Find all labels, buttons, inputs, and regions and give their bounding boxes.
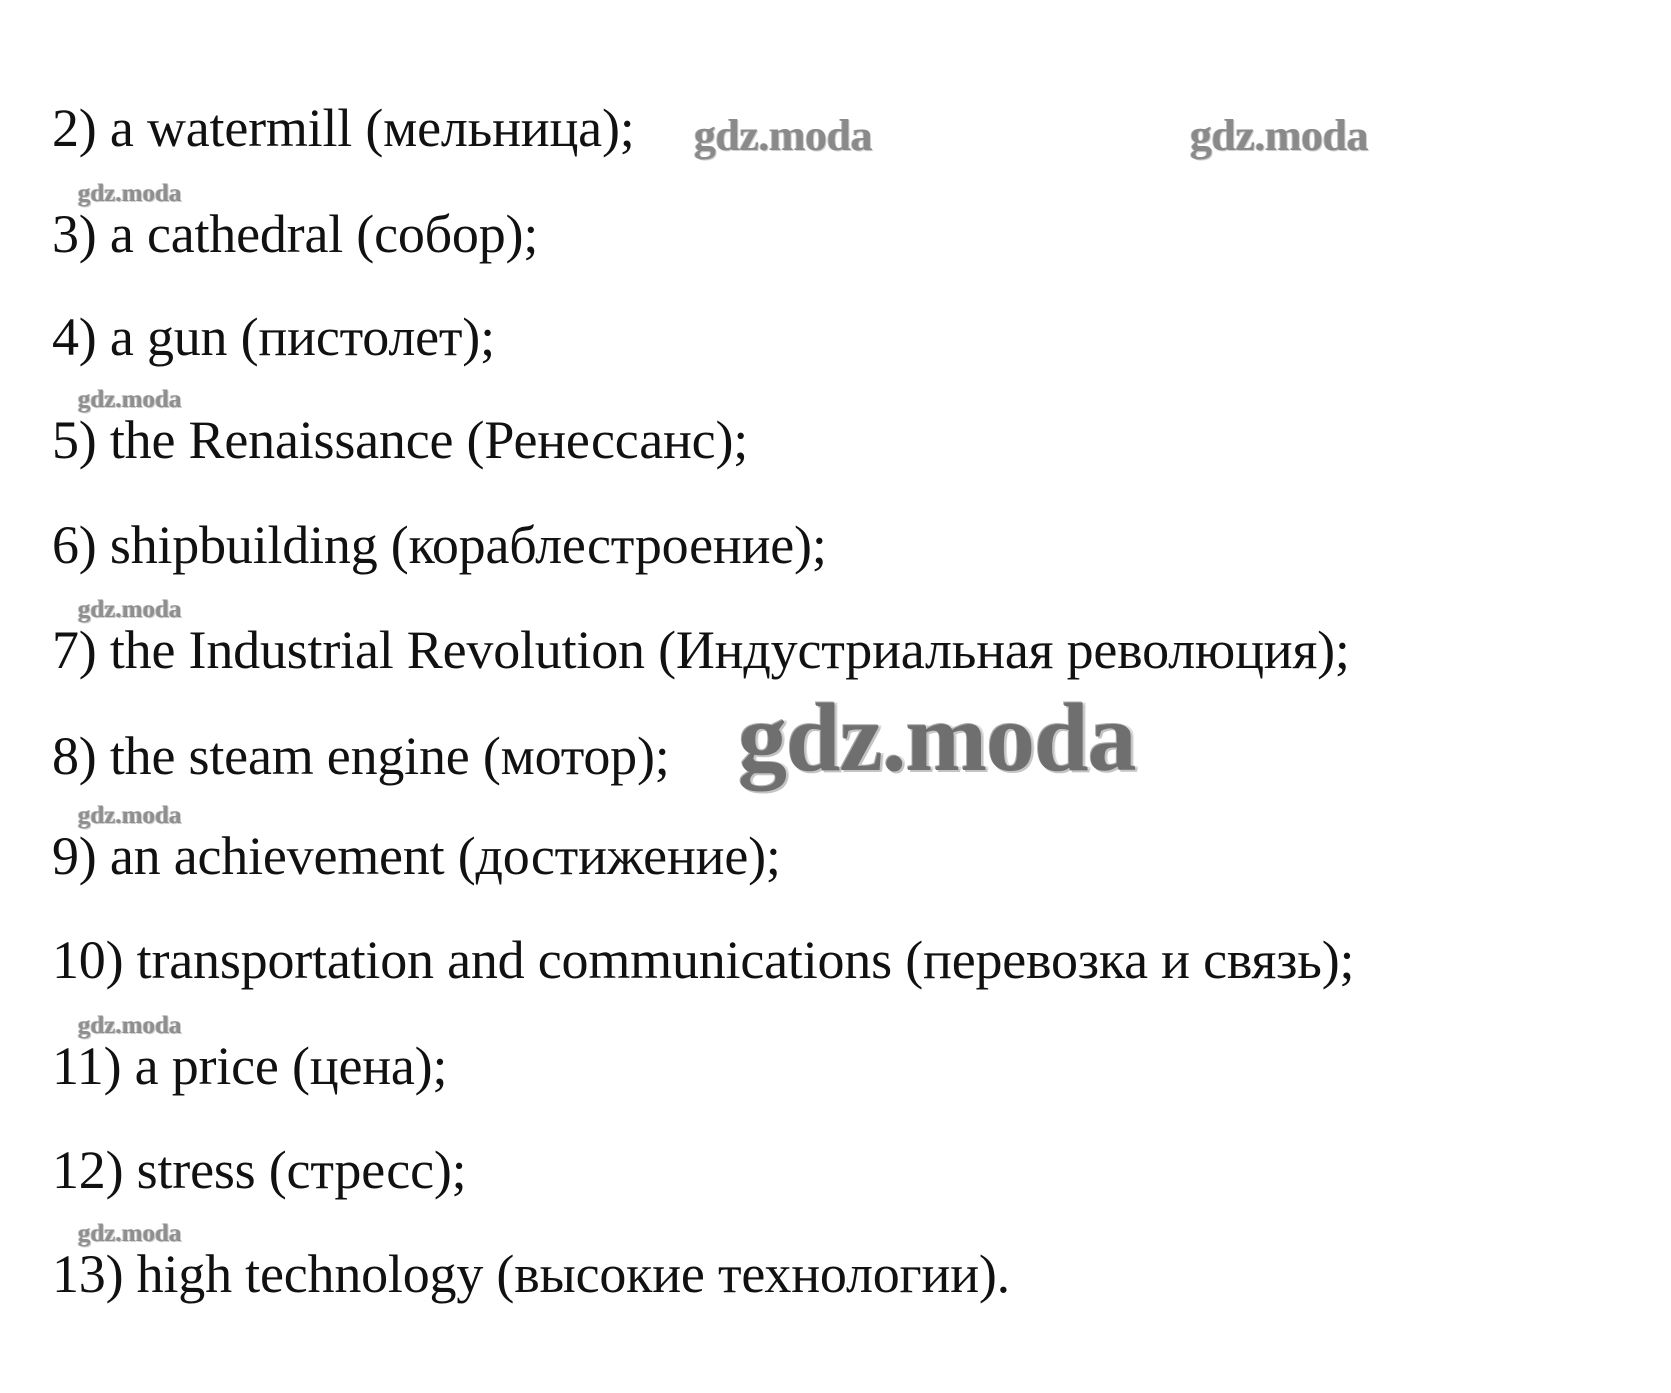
watermark-large: gdz.moda bbox=[738, 684, 1136, 792]
watermark: gdz.moda bbox=[694, 111, 873, 160]
watermark: gdz.moda bbox=[78, 1220, 182, 1247]
vocab-line-13: 13) high technology (высокие технологии). bbox=[52, 1244, 1010, 1304]
watermark: gdz.moda bbox=[1190, 111, 1369, 160]
vocab-line-7: 7) the Industrial Revolution (Индустриальная революция); bbox=[52, 620, 1350, 680]
vocab-line-10: 10) transportation and communications (перевозка и связь); bbox=[52, 930, 1355, 990]
vocab-line-11: 11) a price (цена); bbox=[52, 1036, 448, 1096]
vocab-line-4: 4) a gun (пистолет); bbox=[52, 307, 495, 367]
watermark: gdz.moda bbox=[78, 1012, 182, 1039]
watermark: gdz.moda bbox=[78, 386, 182, 413]
vocab-line-5: 5) the Renaissance (Ренессанс); bbox=[52, 410, 749, 470]
vocab-line-12: 12) stress (стресс); bbox=[52, 1140, 467, 1200]
watermark: gdz.moda bbox=[78, 802, 182, 829]
vocab-line-6: 6) shipbuilding (кораблестроение); bbox=[52, 515, 827, 575]
watermark: gdz.moda bbox=[78, 180, 182, 207]
vocab-line-2: 2) a watermill (мельница); bbox=[52, 98, 635, 158]
vocab-line-3: 3) a cathedral (собор); bbox=[52, 204, 539, 264]
vocab-line-8: 8) the steam engine (мотор); bbox=[52, 726, 670, 786]
vocab-line-9: 9) an achievement (достижение); bbox=[52, 826, 781, 886]
watermark: gdz.moda bbox=[78, 596, 182, 623]
